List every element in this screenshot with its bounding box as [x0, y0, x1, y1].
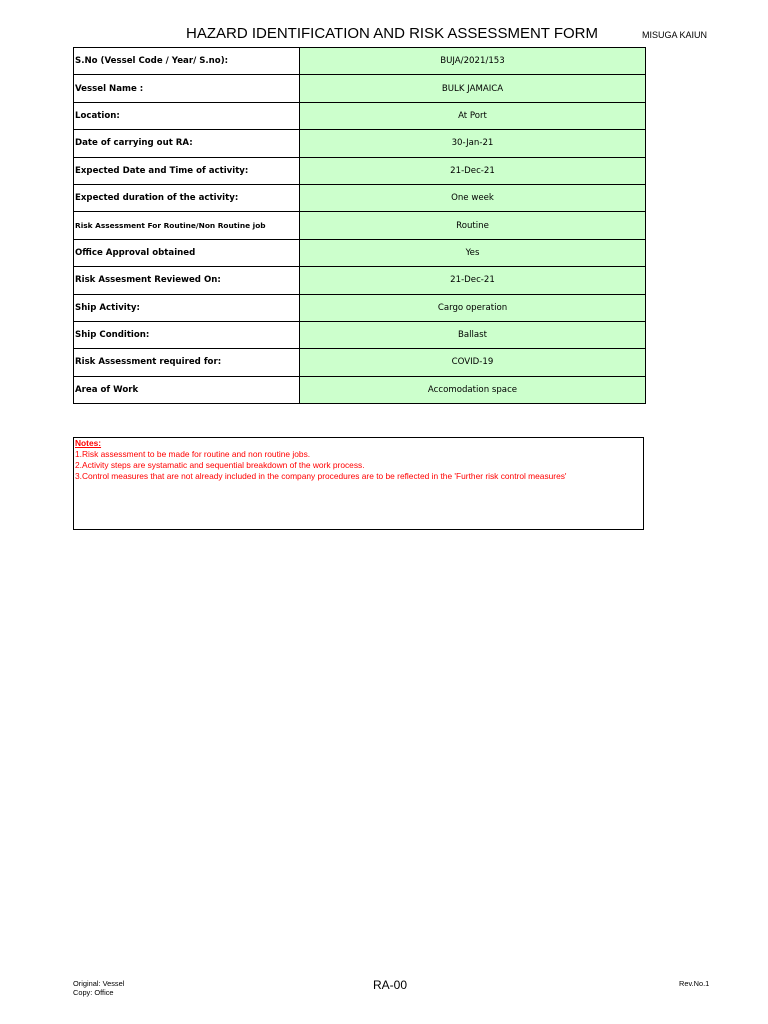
- table-row: [74, 48, 646, 75]
- table-row: [74, 184, 646, 211]
- note-line-3: 3.Control measures that are not already included in the company procedures are to be reflected in the 'Further risk control measures': [75, 471, 567, 481]
- field-label-ship-activity: Ship Activity:: [74, 294, 300, 321]
- field-value-serial-number[interactable]: BUJA/2021/153: [300, 48, 646, 75]
- field-label-ship-condition: Ship Condition:: [74, 321, 300, 348]
- field-label-location: Location:: [74, 102, 300, 129]
- field-value-ra-date[interactable]: 30-Jan-21: [300, 130, 646, 157]
- field-value-vessel-name[interactable]: BULK JAMAICA: [300, 75, 646, 102]
- footer-copy: Copy: Office: [73, 988, 114, 997]
- field-value-expected-date[interactable]: 21-Dec-21: [300, 157, 646, 184]
- field-label-expected-duration: Expected duration of the activity:: [74, 184, 300, 211]
- field-label-area-of-work: Area of Work: [74, 376, 300, 403]
- table-row: [74, 376, 646, 403]
- notes-box: [73, 437, 644, 530]
- field-value-office-approval[interactable]: Yes: [300, 239, 646, 266]
- page-title: HAZARD IDENTIFICATION AND RISK ASSESSMENT FORM: [186, 25, 598, 42]
- field-label-job-type: Risk Assessment For Routine/Non Routine job: [74, 212, 300, 239]
- field-label-serial-number: S.No (Vessel Code / Year/ S.no):: [74, 48, 300, 75]
- footer-distribution: [73, 979, 124, 997]
- table-row: [74, 239, 646, 266]
- company-name: MISUGA KAIUN: [642, 30, 708, 40]
- table-row: [74, 321, 646, 348]
- field-value-location[interactable]: At Port: [300, 102, 646, 129]
- field-label-office-approval: Office Approval obtained: [74, 239, 300, 266]
- field-value-required-for[interactable]: COVID-19: [300, 349, 646, 376]
- note-line-1: 1.Risk assessment to be made for routine and non routine jobs.: [75, 449, 311, 459]
- table-row: [74, 157, 646, 184]
- footer-original: Original: Vessel: [73, 979, 125, 988]
- field-label-ra-date: Date of carrying out RA:: [74, 130, 300, 157]
- field-value-reviewed-on[interactable]: 21-Dec-21: [300, 267, 646, 294]
- table-row: [74, 267, 646, 294]
- field-label-reviewed-on: Risk Assesment Reviewed On:: [74, 267, 300, 294]
- table-row: [74, 212, 646, 239]
- table-row: [74, 349, 646, 376]
- assessment-details-table: [73, 47, 646, 404]
- field-label-required-for: Risk Assessment required for:: [74, 349, 300, 376]
- field-value-area-of-work[interactable]: Accomodation space: [300, 376, 646, 403]
- table-row: [74, 294, 646, 321]
- field-label-vessel-name: Vessel Name :: [74, 75, 300, 102]
- field-value-expected-duration[interactable]: One week: [300, 184, 646, 211]
- table-row: [74, 130, 646, 157]
- table-row: [74, 75, 646, 102]
- footer-form-code: RA-00: [373, 978, 408, 992]
- field-value-job-type[interactable]: Routine: [300, 212, 646, 239]
- table-row: [74, 102, 646, 129]
- field-value-ship-condition[interactable]: Ballast: [300, 321, 646, 348]
- field-label-expected-date: Expected Date and Time of activity:: [74, 157, 300, 184]
- footer-revision: Rev.No.1: [679, 979, 710, 988]
- note-line-2: 2.Activity steps are systamatic and sequential breakdown of the work process.: [75, 460, 365, 470]
- notes-title: Notes:: [75, 438, 102, 448]
- field-value-ship-activity[interactable]: Cargo operation: [300, 294, 646, 321]
